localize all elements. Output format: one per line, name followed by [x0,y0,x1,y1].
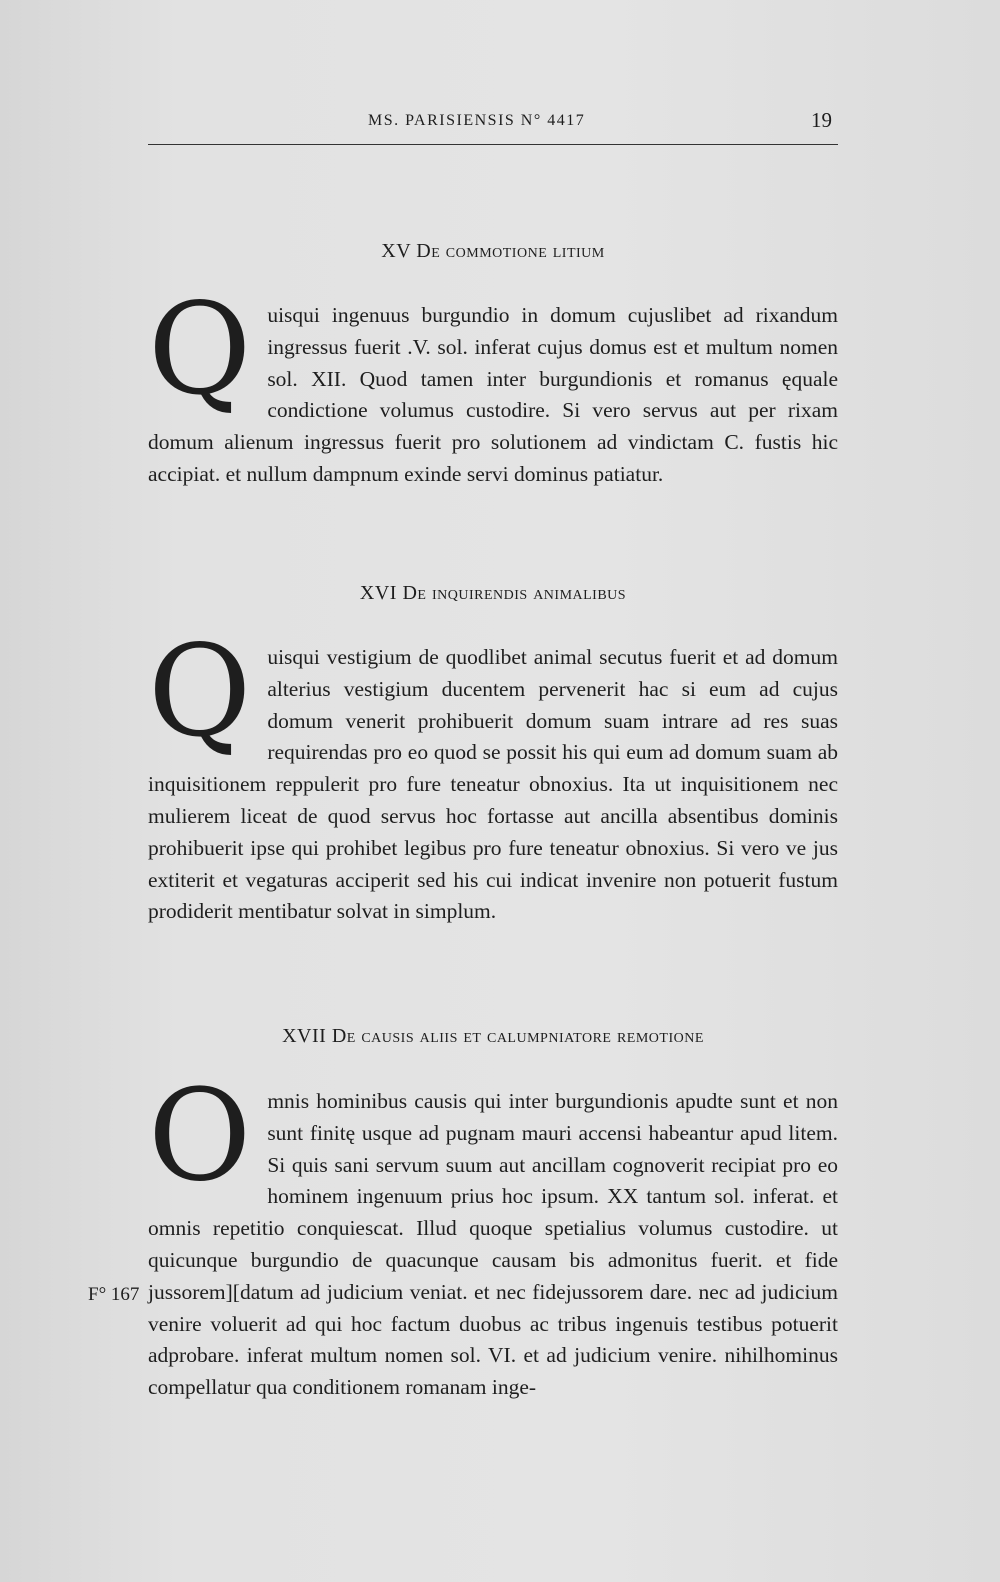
section-title-xvii [148,1025,838,1048]
paragraph-body: uisqui vestigium de quodlibet animal secutus fuerit et ad domum alterius vestigium ducentem pervenerit hac si eum ad cujus domum venerit prohibuerit domum suam intrare ad res suas requirendas pro eo quod se possit his qui eum ad domum suam ab inquisitionem reppulerit pro fure teneatur obnoxius. Ita ut inquisitionem nec mulierem liceat de quod servus hoc fortasse aut ancilla absentibus dominis prohibuerit ipse qui prohibet legibus pro fure teneatur obnoxius. Si vero ve jus extiterit et vegaturas acciperit sed his cui indicat invenire non potuerit fustum prodiderit mentibatur solvat in simplum. [148,645,838,924]
running-title: MS. PARISIENSIS N° 4417 [368,112,586,129]
page-number: 19 [811,108,832,132]
section-number: XVII [282,1025,327,1047]
section-title-initial: D [331,1025,347,1047]
section-title-rest: e causis aliis et calumpniatore remotione [346,1025,704,1047]
section-title-initial: D [416,240,432,262]
section-title-rest: e inquirendis animalibus [417,582,627,604]
paragraph-body: mnis hominibus causis qui inter burgundionis apudte sunt et non sunt finitę usque ad pugnam mauri accensi habeantur apud litem. Si quis sani servum suum aut ancillam cognoverit recipiat pro eo hominem ingenuum prius hoc ipsum. XX tantum sol. inferat. et omnis repetitio conquiescat. Illud quoque spetialius volumus custodire. ut quicunque burgundio de quacunque causam bis admonitus fuerit. et fide jussorem][datum ad judicium veniat. et nec fidejussorem dare. nec ad judicium venire voluerit ad qui hoc factum duobus ac tribus ingenuis testibus potuerit adprobare. inferat multum nomen sol. VI. et ad judicium venire. nihilhominus compellatur qua conditionem romanam inge- [148,1089,838,1400]
section-text-xv [148,276,838,491]
section-text-xvii [148,1062,838,1404]
section-title-initial: D [402,582,418,604]
section-title-xvi [148,582,838,605]
drop-cap: Q [148,618,252,765]
section-title-rest: e commotione litium [431,240,605,262]
section-number: XVI [359,582,397,604]
folio-margin-note: F° 167 [88,1284,140,1305]
drop-cap: O [148,1062,252,1209]
paragraph-body: uisqui ingenuus burgundio in domum cujuslibet ad rixandum ingressus fuerit .V. sol. inferat cujus domus est et multum nomen sol. XII. Quod tamen inter burgundionis et romanus ęquale condictione volumus custodire. Si vero servus aut per rixam domum alienum ingressus fuerit pro solutionem ad vindictam C. fustis hic accipiat. et nullum dampnum exinde servi dominus patiatur. [148,303,838,486]
section-text-xvi [148,618,838,928]
page-header [148,104,838,145]
section-number: XV [381,240,411,262]
drop-cap: Q [148,276,252,423]
section-title-xv [148,240,838,263]
